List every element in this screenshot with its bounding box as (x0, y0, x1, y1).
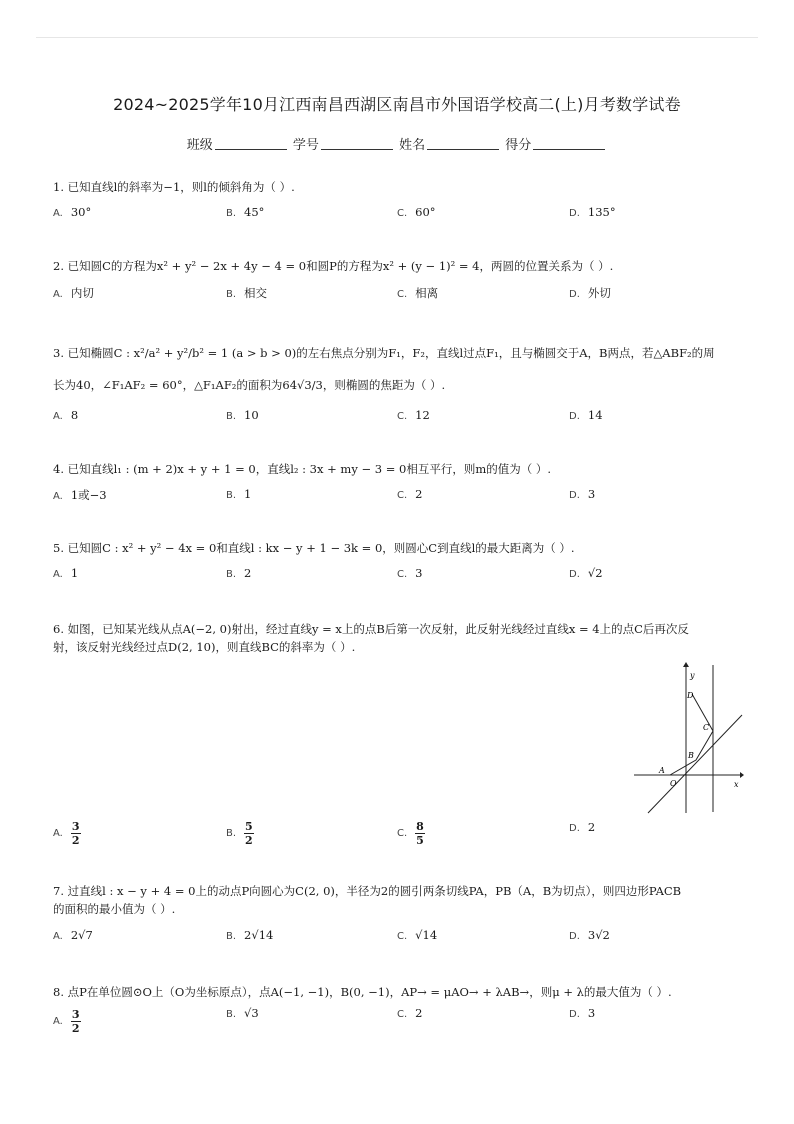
score-label: 得分 (505, 138, 532, 153)
question-1-stem: 1. 已知直线l的斜率为−1，则l的倾斜角为（ ）. (53, 180, 295, 194)
option-a[interactable]: A. 1 (53, 566, 79, 580)
light-path (670, 694, 713, 775)
label-d: D (687, 691, 694, 700)
option-b[interactable]: B. 1 (226, 487, 252, 501)
option-b[interactable]: B. 2√14 (226, 928, 274, 942)
line-y-equals-x (648, 715, 742, 813)
question-2-stem: 2. 已知圆C的方程为x² + y² − 2x + 4y − 4 = 0和圆P的方程为x² + (y − 1)² = 4，两圆的位置关系为（ ）. (53, 259, 614, 273)
name-label: 姓名 (399, 138, 426, 153)
question-2-options (53, 285, 753, 309)
question-7-options (53, 928, 753, 952)
option-a[interactable]: A. 内切 (53, 286, 94, 300)
label-c: C (703, 723, 710, 732)
option-b[interactable]: B. $\frac{5}{2}$ (226, 820, 253, 847)
option-c[interactable]: C. 2 (397, 487, 423, 501)
option-b[interactable]: B. 相交 (226, 286, 268, 300)
number-blank[interactable] (321, 137, 393, 150)
fraction: $\frac{3}{2}$ (71, 820, 80, 847)
number-label: 学号 (292, 138, 319, 153)
option-d[interactable]: D. 135° (569, 205, 616, 219)
question-3-options (53, 408, 753, 432)
option-c[interactable]: C. 3 (397, 566, 423, 580)
option-c[interactable]: C. 2 (397, 1006, 423, 1020)
question-1-options (53, 205, 753, 229)
option-c[interactable]: C. 12 (397, 408, 430, 422)
label-o: O (670, 779, 677, 788)
label-x: x (734, 780, 739, 789)
question-7-stem-line2: 的面积的最小值为（ ）. (53, 902, 176, 916)
question-6-stem-line2: 射，该反射光线经过点D(2, 10)，则直线BC的斜率为（ ）. (53, 640, 356, 654)
label-b: B (688, 751, 694, 760)
option-b[interactable]: B. 45° (226, 205, 265, 219)
question-8-stem: 8. 点P在单位圆⊙O上（O为坐标原点），点A(−1, −1)，B(0, −1)，AP→ = μAO→ + λAB→，则μ + λ的最大值为（ ）. (53, 985, 672, 999)
page-title: 2024~2025学年10月江西南昌西湖区南昌市外国语学校高二(上)月考数学试卷 (113, 95, 681, 114)
option-a[interactable]: A. 1或−3 (53, 488, 107, 502)
x-axis-arrow-icon (740, 772, 744, 778)
option-d[interactable]: D. 外切 (569, 286, 611, 300)
option-d[interactable]: D. 14 (569, 408, 603, 422)
option-b[interactable]: B. √3 (226, 1006, 259, 1020)
question-7-stem-line1: 7. 过直线l : x − y + 4 = 0上的动点P向圆心为C(2, 0)，半径为2的圆引两条切线PA，PB（A，B为切点），则四边形PACB (53, 884, 682, 898)
option-c[interactable]: C. 相离 (397, 286, 439, 300)
y-axis-arrow-icon (683, 662, 689, 667)
question-6-options (53, 818, 753, 852)
score-blank[interactable] (533, 137, 605, 150)
option-a[interactable]: A. $\frac{3}{2}$ (53, 1008, 80, 1035)
question-4-stem: 4. 已知直线l₁ : (m + 2)x + y + 1 = 0，直线l₂ : 3x + my − 3 = 0相互平行，则m的值为（ ）. (53, 462, 552, 476)
class-blank[interactable] (215, 137, 287, 150)
option-b[interactable]: B. 10 (226, 408, 259, 422)
question-5-stem: 5. 已知圆C : x² + y² − 4x = 0和直线l : kx − y + 1 − 3k = 0，则圆心C到直线l的最大距离为（ ）. (53, 541, 575, 555)
option-d[interactable]: D. 2 (569, 820, 596, 834)
option-a[interactable]: A. 8 (53, 408, 79, 422)
option-c[interactable]: C. √14 (397, 928, 438, 942)
question-3-stem-line1: 3. 已知椭圆C : x²/a² + y²/b² = 1 (a > b > 0)的左右焦点分别为F₁，F₂，直线l过点F₁，且与椭圆交于A，B两点，若△ABF₂的周 (53, 346, 715, 360)
label-y: y (690, 671, 695, 680)
question-3-stem-line2: 长为40，∠F₁AF₂ = 60°，△F₁AF₂的面积为64√3/3，则椭圆的焦距为（ ）. (53, 378, 446, 392)
option-a[interactable]: A. 30° (53, 205, 92, 219)
option-d[interactable]: D. √2 (569, 566, 603, 580)
option-d[interactable]: D. 3 (569, 1006, 596, 1020)
question-6-stem-line1: 6. 如图，已知某光线从点A(−2, 0)射出，经过直线y = x上的点B后第一次反射，此反射光线经过直线x = 4上的点C后再次反 (53, 622, 689, 636)
option-b[interactable]: B. 2 (226, 566, 252, 580)
fraction: $\frac{3}{2}$ (71, 1008, 80, 1035)
question-6-figure (632, 660, 744, 815)
top-divider (36, 37, 758, 38)
question-8-options (53, 1006, 753, 1040)
option-d[interactable]: D. 3√2 (569, 928, 610, 942)
option-d[interactable]: D. 3 (569, 487, 596, 501)
option-a[interactable]: A. 2√7 (53, 928, 93, 942)
option-c[interactable]: C. 60° (397, 205, 436, 219)
student-info-line (0, 134, 794, 153)
label-a: A (659, 766, 665, 775)
class-label: 班级 (186, 138, 213, 153)
fraction: $\frac{8}{5}$ (416, 820, 424, 847)
fraction: $\frac{5}{2}$ (245, 820, 253, 847)
name-blank[interactable] (427, 137, 499, 150)
question-5-options (53, 566, 753, 590)
option-c[interactable]: C. $\frac{8}{5}$ (397, 820, 424, 847)
option-a[interactable]: A. $\frac{3}{2}$ (53, 820, 80, 847)
question-4-options (53, 487, 753, 511)
